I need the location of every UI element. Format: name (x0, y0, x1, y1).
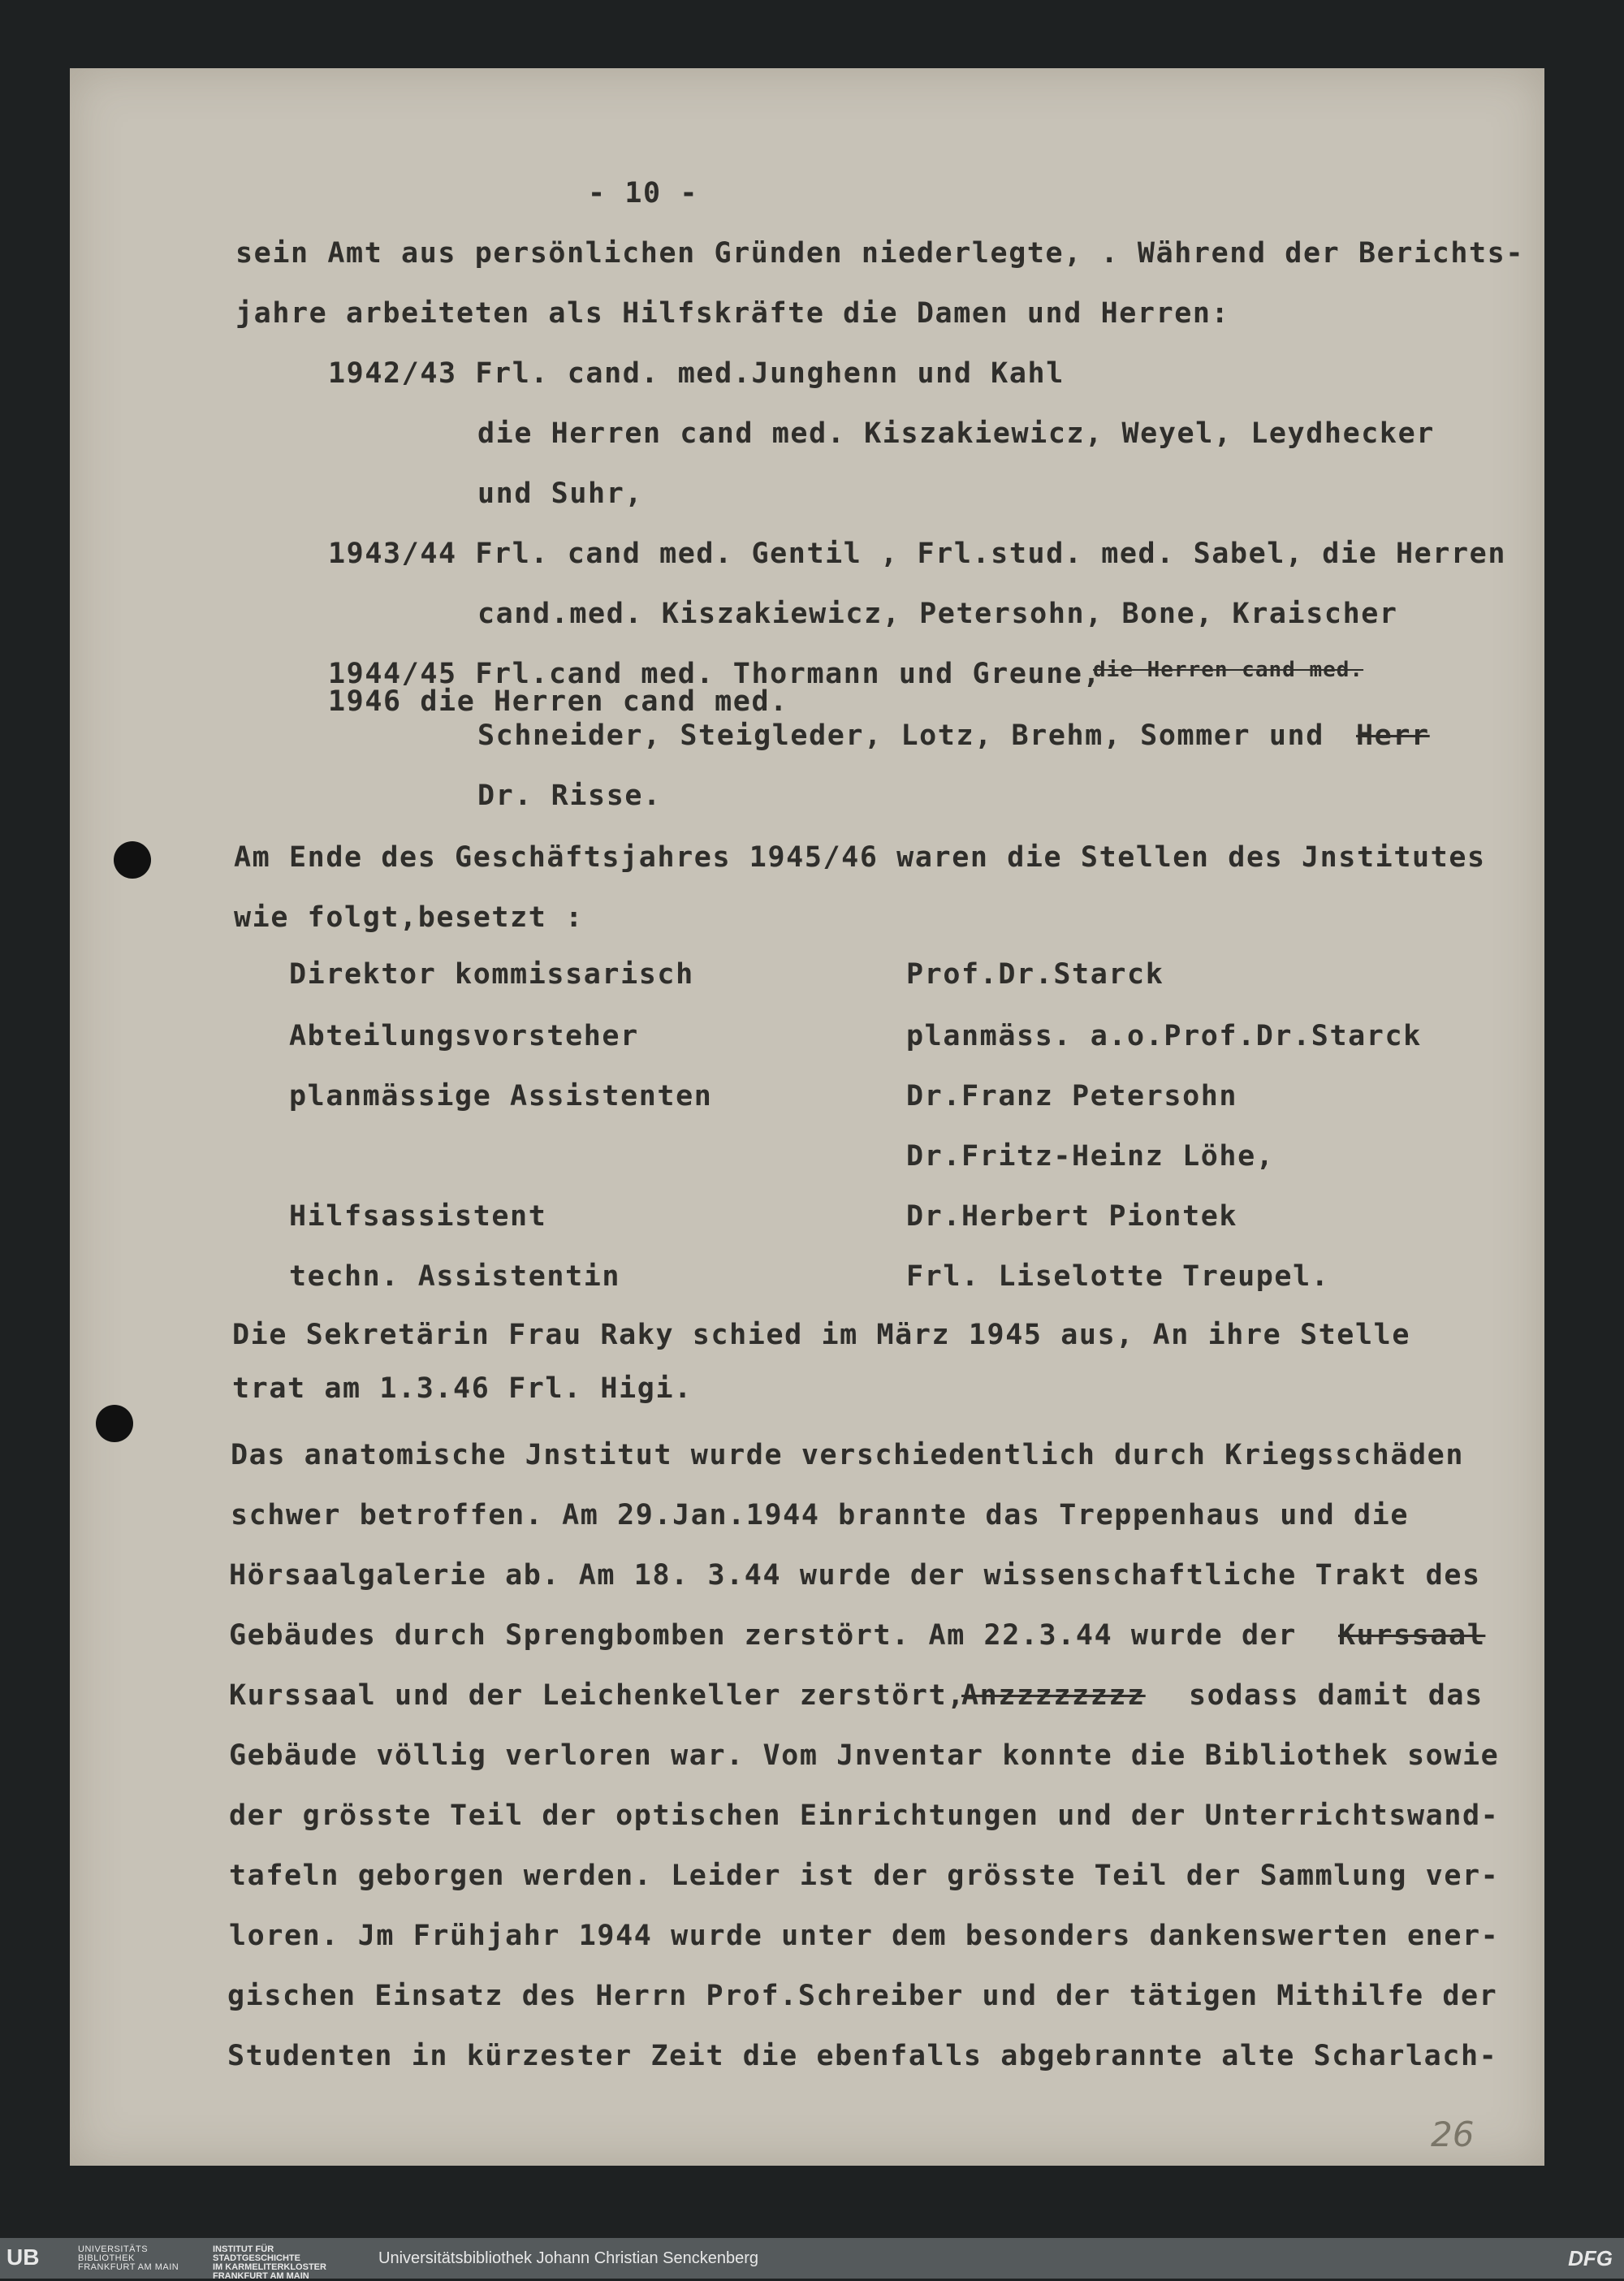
text-line: Hörsaalgalerie ab. Am 18. 3.44 wurde der wissenschaftliche Trakt des (229, 1559, 1481, 1592)
position-holder: Prof.Dr.Starck (906, 958, 1164, 991)
credit-text: Universitätsbibliothek Johann Christian Senckenberg (378, 2249, 759, 2267)
position-holder: Dr.Franz Petersohn (906, 1080, 1238, 1112)
position-holder: Frl. Liselotte Treupel. (906, 1260, 1330, 1293)
struck-text: Anzzzzzzzz (961, 1679, 1146, 1712)
text-line: Am Ende des Geschäftsjahres 1945/46 waren die Stellen des Jnstitutes (234, 841, 1486, 874)
text-line: Gebäude völlig verloren war. Vom Jnventar konnte die Bibliothek sowie (229, 1739, 1500, 1772)
text-line: Das anatomische Jnstitut wurde verschiedentlich durch Kriegsschäden (231, 1439, 1465, 1471)
punch-hole-lower (96, 1405, 133, 1442)
text-line: schwer betroffen. Am 29.Jan.1944 brannte das Treppenhaus und die (231, 1499, 1409, 1531)
struck-text: Kurssaal (1338, 1619, 1486, 1652)
text-line: Dr. Risse. (477, 780, 662, 812)
text-line: sodass damit das (1189, 1679, 1484, 1712)
text-line: Studenten in kürzester Zeit die ebenfalls abgebrannte alte Scharlach- (227, 2040, 1498, 2072)
ub-logo-text: UNIVERSITÄTS BIBLIOTHEK FRANKFURT AM MAIN (78, 2244, 179, 2272)
text-line: wie folgt,besetzt : (234, 901, 584, 934)
dfg-logo: DFG (1568, 2246, 1613, 2270)
page-number: - 10 - (588, 177, 699, 210)
pencil-page-note: 26 (1431, 2115, 1475, 2154)
text-line: cand.med. Kiszakiewicz, Petersohn, Bone, Kraischer (477, 598, 1398, 630)
text-line: loren. Jm Frühjahr 1944 wurde unter dem besonders dankenswerten ener- (229, 1920, 1500, 1952)
isg-logo-text: INSTITUT FÜR STADTGESCHICHTE IM KARMELITERKLOSTER FRANKFURT AM MAIN (213, 2244, 326, 2281)
text-line: und Suhr, (477, 477, 644, 510)
text-line: trat am 1.3.46 Frl. Higi. (232, 1372, 693, 1405)
text-line: jahre arbeiteten als Hilfskräfte die Damen und Herren: (235, 297, 1230, 330)
text-line: 1942/43 Frl. cand. med.Junghenn und Kahl (328, 357, 1065, 390)
position-holder: Dr.Fritz-Heinz Löhe, (906, 1140, 1275, 1173)
position-label: Hilfsassistent (289, 1200, 547, 1233)
text-line: 1943/44 Frl. cand med. Gentil , Frl.stud. med. Sabel, die Herren (328, 538, 1506, 570)
text-line: der grösste Teil der optischen Einrichtungen und der Unterrichtswand- (229, 1799, 1500, 1832)
text-line: Schneider, Steigleder, Lotz, Brehm, Sommer und (477, 719, 1324, 752)
position-label: techn. Assistentin (289, 1260, 621, 1293)
text-line: Kurssaal und der Leichenkeller zerstört, (229, 1679, 965, 1712)
text-line: Die Sekretärin Frau Raky schied im März 1945 aus, An ihre Stelle (232, 1319, 1410, 1351)
text-line: gischen Einsatz des Herrn Prof.Schreiber und der tätigen Mithilfe der (227, 1980, 1498, 2012)
position-holder: Dr.Herbert Piontek (906, 1200, 1238, 1233)
position-label: Abteilungsvorsteher (289, 1020, 639, 1052)
ub-logo: UB (6, 2244, 40, 2270)
position-label: planmässige Assistenten (289, 1080, 713, 1112)
text-line: die Herren cand med. Kiszakiewicz, Weyel, Leydhecker (477, 417, 1435, 450)
position-label: Direktor kommissarisch (289, 958, 694, 991)
text-line: tafeln geborgen werden. Leider ist der grösste Teil der Sammlung ver- (229, 1860, 1500, 1892)
footer-bar (0, 2238, 1624, 2279)
punch-hole-upper (114, 841, 151, 879)
text-line: 1944/45 Frl.cand med. Thormann und Greune, (328, 658, 1102, 690)
struck-text: die Herren cand med. (1093, 658, 1364, 682)
position-holder: planmäss. a.o.Prof.Dr.Starck (906, 1020, 1422, 1052)
text-line: 1946 die Herren cand med. (328, 685, 788, 718)
struck-text: Herr (1356, 719, 1430, 752)
text-line: sein Amt aus persönlichen Gründen niederlegte, . Während der Berichts- (235, 237, 1525, 270)
text-line: Gebäudes durch Sprengbomben zerstört. Am 22.3.44 wurde der (229, 1619, 1297, 1652)
